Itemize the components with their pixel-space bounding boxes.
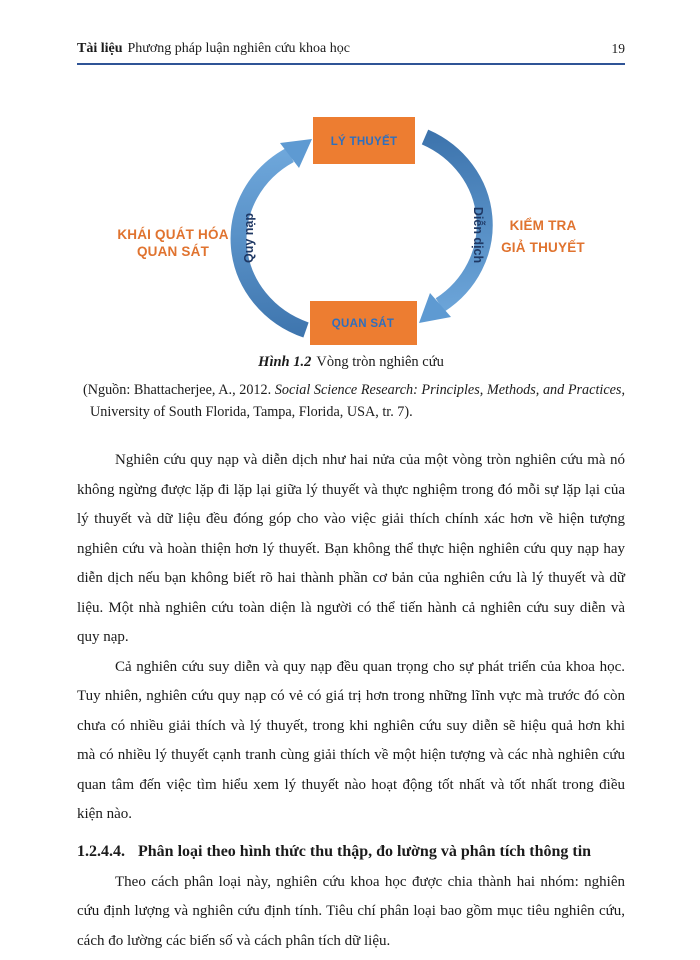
generalize-observe-label-line1: KHÁI QUÁT HÓA — [117, 227, 229, 242]
doc-label: Tài liệu — [77, 41, 123, 56]
research-cycle-figure — [77, 105, 625, 423]
paragraph: Nghiên cứu quy nạp và diễn dịch như hai nửa của một vòng tròn nghiên cứu mà nó không ngừng được lặp đi lặp lại giữa lý thuyết và thực nghiệm trong đó mỗi sự lặp lại của lý thuyết và dữ liệu đều đóng góp cho vào việc giải thích chính xác hơn về hiện tượng nghiên cứu và hoàn thiện hơn lý thuyết. Bạn không thể thực hiện nghiên cứu quy nạp hay diễn dịch nếu bạn không biết rõ hai thành phần cơ bản của nghiên cứu là lý thuyết và dữ liệu. Một nhà nghiên cứu toàn diện là người có thể tiến hành cả nghiên cứu suy diễn và quy nạp. — [77, 452, 625, 645]
section-heading-number: 1.2.4.4. — [77, 842, 125, 860]
header-title — [77, 40, 350, 57]
observation-box-label: QUAN SÁT — [331, 318, 395, 330]
section-heading — [77, 839, 625, 865]
deduction-arrow-label: Diễn dịch — [471, 206, 485, 264]
doc-title: Phương pháp luận nghiên cứu khoa học — [127, 41, 350, 56]
page-number: 19 — [611, 41, 625, 56]
section-heading-title: Phân loại theo hình thức thu thập, đo lường và phân tích thông tin — [138, 842, 592, 860]
figure-source — [77, 380, 625, 423]
research-cycle-diagram — [110, 105, 592, 350]
theory-box-label: LÝ THUYẾT — [330, 136, 398, 148]
figure-caption — [77, 354, 625, 371]
generalize-observe-label-line2: QUAN SÁT — [136, 244, 210, 259]
figure-caption-number: Hình 1.2 — [258, 354, 312, 370]
paragraph: Theo cách phân loại này, nghiên cứu khoa học được chia thành hai nhóm: nghiên cứu định lượng và nghiên cứu định tính. Tiêu chí phân loại bao gồm mục tiêu nghiên cứu, cách đo lường các biến số và cách phân tích dữ liệu. — [77, 873, 625, 949]
figure-source-suffix: , University of South Florida, Tampa, Florida, USA, tr. 7). — [90, 382, 625, 420]
figure-source-prefix: (Nguồn: Bhattacherjee, A., 2012. — [83, 382, 275, 398]
test-hypothesis-label-line2: GIẢ THUYẾT — [501, 240, 585, 255]
figure-caption-text: Vòng tròn nghiên cứu — [316, 354, 444, 370]
paragraph: Cả nghiên cứu suy diễn và quy nạp đều quan trọng cho sự phát triển của khoa học. Tuy nhiên, nghiên cứu quy nạp có vẻ có giá trị hơn trong những lĩnh vực mà trước đó còn chưa có nhiều giải thích và lý thuyết, trong khi nghiên cứu suy diễn sẽ hiệu quả hơn khi mà có nhiều lý thuyết cạnh tranh cùng giải thích về một hiện tượng và các nhà nghiên cứu quan tâm đến việc tìm hiểu xem lý thuyết nào hoạt động tốt nhất và tốt nhất trong điều kiện nào. — [77, 658, 625, 822]
body-text — [77, 446, 625, 956]
page-header — [77, 40, 625, 65]
test-hypothesis-label-line1: KIỂM TRA — [509, 218, 577, 233]
figure-source-title: Social Science Research: Principles, Methods, and Practices — [274, 382, 622, 398]
induction-arrow-label: Quy nạp — [242, 212, 256, 264]
